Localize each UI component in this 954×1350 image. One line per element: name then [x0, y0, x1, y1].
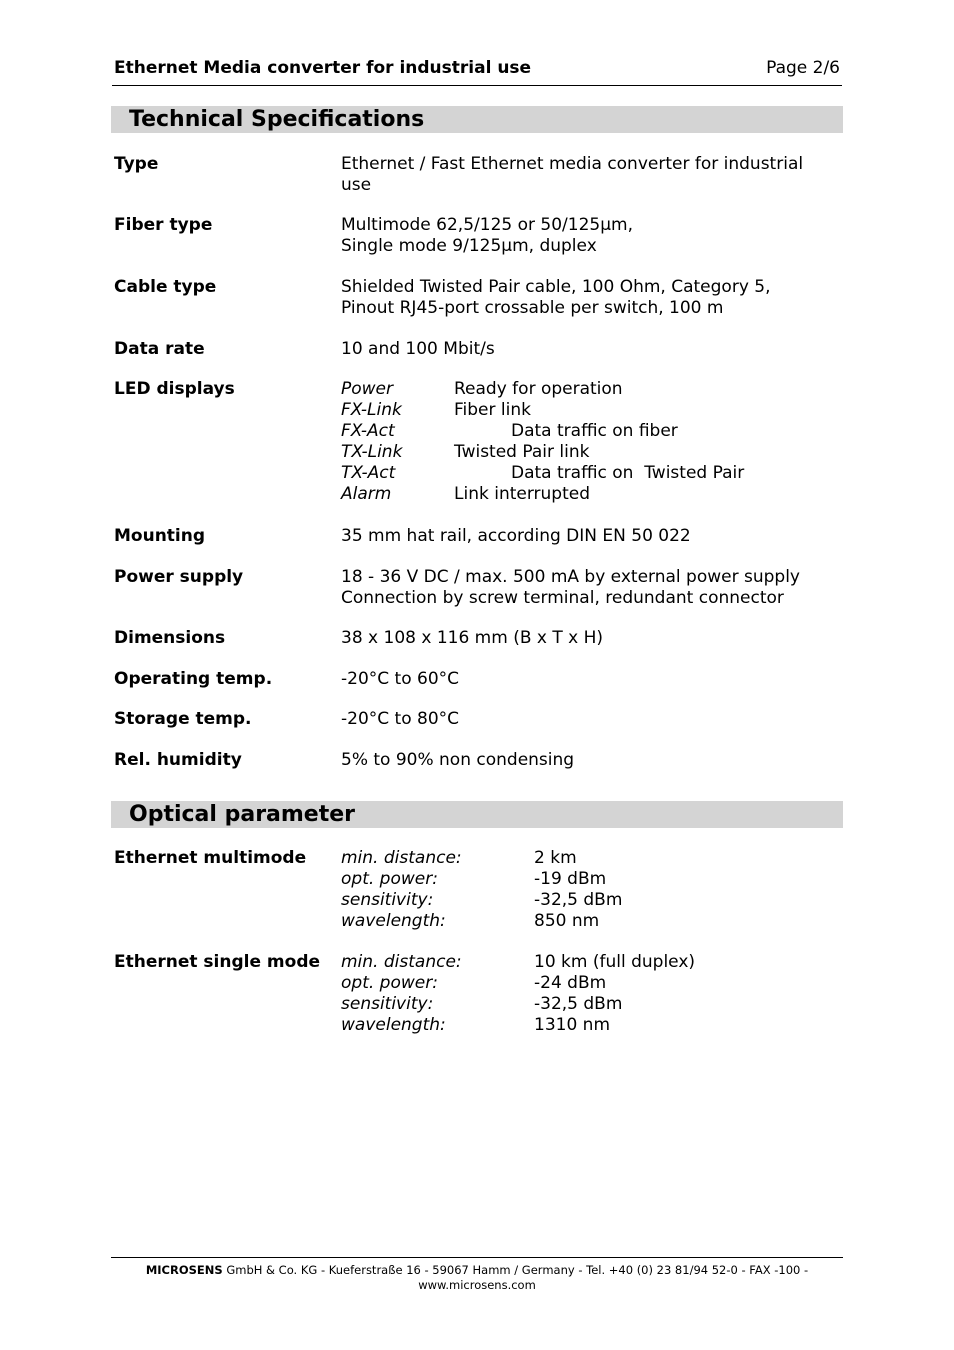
footer-address-line [111, 1263, 843, 1278]
spec-label: Dimensions [114, 628, 226, 648]
param-name: opt. power: [341, 869, 438, 889]
led-description: Fiber link [454, 400, 531, 420]
led-item [341, 400, 841, 421]
led-name: Power [341, 379, 394, 399]
company-address: GmbH & Co. KG - Kueferstraße 16 - 59067 Hamm / Germany - Tel. +40 (0) 23 81/94 52-0 - FAX -100 - [222, 1263, 809, 1277]
spec-value [341, 154, 841, 196]
spec-value-line: Connection by screw terminal, redundant connector [341, 588, 784, 608]
spec-label: Rel. humidity [114, 750, 242, 770]
param-value: 2 km [534, 848, 577, 868]
led-description: Ready for operation [454, 379, 623, 399]
param-name: opt. power: [341, 973, 438, 993]
led-name: TX-Link [341, 442, 403, 462]
optical-param [341, 994, 841, 1015]
spec-label: Storage temp. [114, 709, 252, 729]
optical-param [341, 869, 841, 890]
led-item [341, 379, 841, 400]
page-number: Page 2/6 [766, 58, 840, 78]
param-value: 850 nm [534, 911, 600, 931]
optical-params [341, 848, 841, 932]
spec-label: Power supply [114, 567, 244, 587]
optical-param [341, 952, 841, 973]
led-item [341, 442, 841, 463]
spec-value [341, 277, 841, 319]
led-name: FX-Act [341, 421, 395, 441]
company-name: MICROSENS [145, 1263, 223, 1277]
spec-label: Ethernet multimode [114, 848, 307, 868]
param-name: sensitivity: [341, 890, 434, 910]
spec-value: 10 and 100 Mbit/s [341, 339, 495, 359]
led-description: Link interrupted [454, 484, 590, 504]
param-name: min. distance: [341, 848, 462, 868]
param-name: wavelength: [341, 911, 446, 931]
param-value: -32,5 dBm [534, 994, 623, 1014]
spec-value [341, 567, 841, 609]
param-name: sensitivity: [341, 994, 434, 1014]
section-heading: Optical parameter [129, 802, 356, 827]
spec-label: Mounting [114, 526, 206, 546]
param-value: -19 dBm [534, 869, 607, 889]
document-title: Ethernet Media converter for industrial use [114, 58, 532, 78]
section-heading: Technical Specifications [129, 107, 425, 132]
led-name: Alarm [341, 484, 392, 504]
optical-param [341, 973, 841, 994]
led-item [341, 421, 841, 442]
spec-label: Cable type [114, 277, 217, 297]
page-header [112, 58, 842, 86]
spec-value-line: use [341, 175, 372, 195]
led-description: Twisted Pair link [454, 442, 590, 462]
spec-label: LED displays [114, 379, 235, 399]
param-value: -24 dBm [534, 973, 607, 993]
spec-value: -20°C to 80°C [341, 709, 460, 729]
optical-param [341, 1015, 841, 1036]
spec-label: Data rate [114, 339, 205, 359]
led-item [341, 484, 841, 505]
param-value: 1310 nm [534, 1015, 611, 1035]
param-name: min. distance: [341, 952, 462, 972]
spec-value: 38 x 108 x 116 mm (B x T x H) [341, 628, 604, 648]
param-value: 10 km (full duplex) [534, 952, 696, 972]
led-name: FX-Link [341, 400, 402, 420]
section-technical-specifications [111, 106, 843, 133]
spec-label: Operating temp. [114, 669, 273, 689]
param-value: -32,5 dBm [534, 890, 623, 910]
spec-value-line: Shielded Twisted Pair cable, 100 Ohm, Category 5, [341, 277, 771, 297]
led-list [341, 379, 841, 505]
spec-label: Ethernet single mode [114, 952, 321, 972]
optical-params [341, 952, 841, 1036]
optical-param [341, 911, 841, 932]
led-name: TX-Act [341, 463, 396, 483]
led-description: Data traffic on Twisted Pair [511, 463, 745, 483]
led-item [341, 463, 841, 484]
spec-value [341, 215, 841, 257]
optical-param [341, 890, 841, 911]
optical-param [341, 848, 841, 869]
spec-value-line: Single mode 9/125µm, duplex [341, 236, 597, 256]
led-description: Data traffic on fiber [511, 421, 678, 441]
company-website: www.microsens.com [418, 1278, 536, 1292]
footer-divider [111, 1257, 843, 1258]
spec-value-line: Ethernet / Fast Ethernet media converter for industrial [341, 154, 804, 174]
spec-value: 35 mm hat rail, according DIN EN 50 022 [341, 526, 691, 546]
section-optical-parameter [111, 801, 843, 828]
spec-value-line: 18 - 36 V DC / max. 500 mA by external power supply [341, 567, 800, 587]
spec-value: -20°C to 60°C [341, 669, 460, 689]
spec-label: Type [114, 154, 159, 174]
page-footer [111, 1263, 843, 1293]
param-name: wavelength: [341, 1015, 446, 1035]
spec-value-line: Pinout RJ45-port crossable per switch, 100 m [341, 298, 724, 318]
spec-value: 5% to 90% non condensing [341, 750, 575, 770]
spec-value-line: Multimode 62,5/125 or 50/125µm, [341, 215, 633, 235]
spec-label: Fiber type [114, 215, 213, 235]
